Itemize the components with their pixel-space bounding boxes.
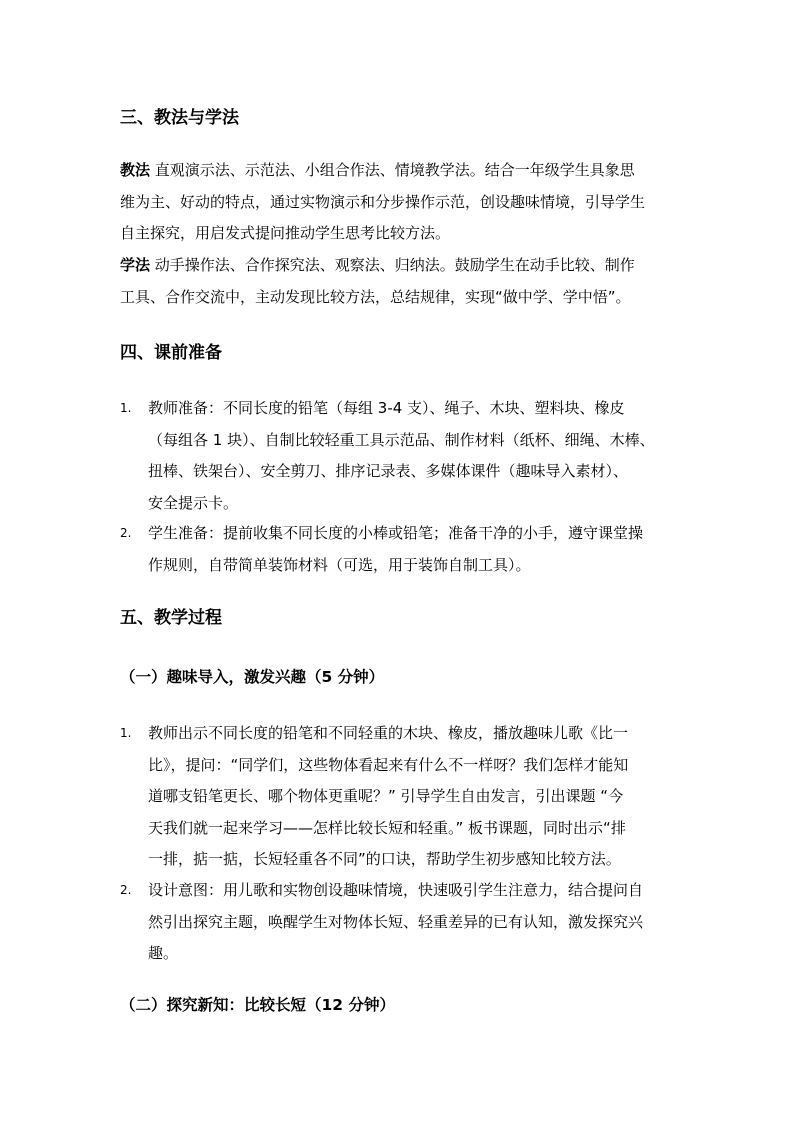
subsection-heading-intro: （一）趣味导入，激发兴趣（5 分钟） bbox=[120, 668, 385, 686]
list-item-body bbox=[148, 518, 690, 581]
section-heading-methods: 三、教法与学法 bbox=[120, 108, 239, 128]
list-item-body bbox=[148, 718, 690, 876]
list-item-line: 然引出探究主题，唤醒学生对物体长短、轻重差异的已有认知，激发探究兴 bbox=[148, 912, 644, 931]
teaching-method-paragraph bbox=[120, 155, 680, 250]
list-item bbox=[120, 875, 690, 970]
teaching-method-label: 教法 bbox=[120, 161, 151, 179]
teaching-method-line-2: 维为主、好动的特点，通过实物演示和分步操作示范，创设趣味情境，引导学生 bbox=[120, 192, 646, 211]
section-heading-process: 五、教学过程 bbox=[120, 608, 222, 628]
subsection-heading-length: （二）探究新知：比较长短（12 分钟） bbox=[120, 996, 395, 1014]
teaching-method-line-1 bbox=[120, 155, 680, 187]
learning-method-label: 学法 bbox=[120, 256, 151, 274]
list-item bbox=[120, 718, 690, 876]
list-item-number: 1. bbox=[120, 726, 132, 740]
list-item-line: 比》，提问：“同学们，这些物体看起来有什么不一样呀？我们怎样才能知 bbox=[148, 755, 629, 774]
list-item-body bbox=[148, 393, 690, 519]
list-item-line: 道哪支铅笔更长、哪个物体更重呢？” 引导学生自由发言，引出课题 “今 bbox=[148, 787, 624, 805]
list-item-number: 2. bbox=[120, 883, 132, 897]
list-item-line: 作规则，自带简单装饰材料（可选，用于装饰自制工具）。 bbox=[148, 555, 531, 574]
list-item-line: 教师出示不同长度的铅笔和不同轻重的木块、橡皮，播放趣味儿歌《比一 bbox=[148, 724, 629, 742]
teaching-method-text-1: 直观演示法、示范法、小组合作法、情境教学法。结合一年级学生具象思 bbox=[150, 161, 635, 179]
learning-method-paragraph bbox=[120, 250, 680, 313]
list-item bbox=[120, 518, 690, 581]
section-heading-preparation: 四、课前准备 bbox=[120, 343, 222, 363]
list-item-body bbox=[148, 875, 690, 970]
learning-method-line-1 bbox=[120, 250, 680, 282]
learning-method-line-2: 工具、合作交流中，主动发现比较方法，总结规律，实现“做中学、学中悟”。 bbox=[120, 287, 631, 306]
list-item-line: 一排，掂一掂，长短轻重各不同”的口诀，帮助学生初步感知比较方法。 bbox=[148, 850, 621, 868]
list-item bbox=[120, 393, 690, 519]
list-item-line: 安全提示卡。 bbox=[148, 493, 239, 512]
list-item-line: 趣。 bbox=[148, 944, 179, 962]
list-item-line: 设计意图：用儿歌和实物创设趣味情境，快速吸引学生注意力，结合提问自 bbox=[148, 881, 644, 899]
learning-method-text-1: 动手操作法、合作探究法、观察法、归纳法。鼓励学生在动手比较、制作 bbox=[150, 256, 635, 274]
teaching-method-line-3: 自主探究，用启发式提问推动学生思考比较方法。 bbox=[120, 224, 451, 242]
list-item-line: 学生准备：提前收集不同长度的小棒或铅笔；准备干净的小手，遵守课堂操 bbox=[148, 524, 644, 542]
list-item-line: 扭棒、铁架台）、安全剪刀、排序记录表、多媒体课件（趣味导入素材）、 bbox=[148, 462, 629, 480]
list-item-number: 2. bbox=[120, 526, 132, 540]
list-item-line: 天我们就一起来学习——怎样比较长短和轻重。” 板书课题，同时出示“排 bbox=[148, 818, 626, 837]
list-item-line: 教师准备：不同长度的铅笔（每组 3-4 支）、绳子、木块、塑料块、橡皮 bbox=[148, 399, 625, 417]
list-item-number: 1. bbox=[120, 401, 132, 415]
list-item-line: （每组各 1 块）、自制比较轻重工具示范品、制作材料（纸杯、细绳、木棒、 bbox=[148, 430, 655, 449]
